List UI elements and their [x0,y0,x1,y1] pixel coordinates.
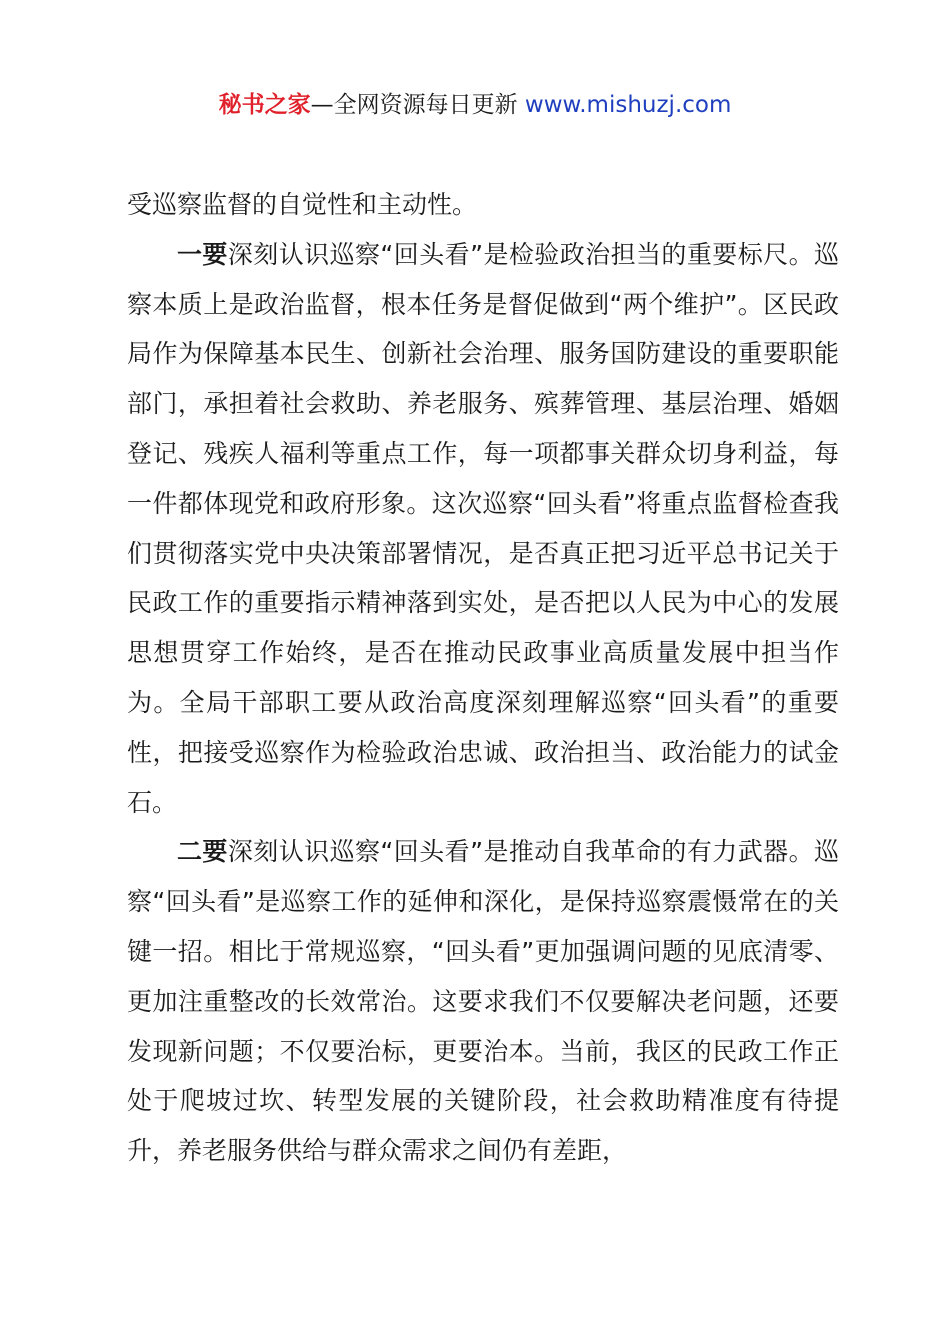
brand-name: 秘书之家 [218,92,311,118]
paragraph-text: 深刻认识巡察“回头看”是检验政治担当的重要标尺。巡察本质上是政治监督，根本任务是督促做到“两个维护”。区民政局作为保障基本民生、创新社会治理、服务国防建设的重要职能部门，承担着社会救助、养老服务、殡葬管理、基层治理、婚姻登记、残疾人福利等重点工作，每一项都事关群众切身利益，每一件都体现党和政府形象。这次巡察“回头看”将重点监督检查我们贯彻落实党中央决策部署情况，是否真正把习近平总书记关于民政工作的重要指示精神落到实处，是否把以人民为中心的发展思想贯穿工作始终，是否在推动民政事业高质量发展中担当作为。全局干部职工要从政治高度深刻理解巡察“回头看”的重要性，把接受巡察作为检验政治忠诚、政治担当、政治能力的试金石。 [127,239,839,817]
paragraph-point-two [127,827,839,1176]
paragraph-lead: 一要 [177,239,228,269]
paragraph-lead: 二要 [177,837,228,867]
header-tagline: —全网资源每日更新 [310,92,525,118]
site-url: www.mishuzj.com [524,92,732,118]
document-body [127,180,839,1176]
paragraph-point-one [127,230,839,828]
paragraph-continuation [127,180,839,230]
paragraph-text: 深刻认识巡察“回头看”是推动自我革命的有力武器。巡察“回头看”是巡察工作的延伸和深化，是保持巡察震慑常在的关键一招。相比于常规巡察，“回头看”更加强调问题的见底清零、更加注重整改的长效常治。这要求我们不仅要解决老问题，还要发现新问题；不仅要治标，更要治本。当前，我区的民政工作正处于爬坡过坎、转型发展的关键阶段，社会救助精准度有待提升，养老服务供给与群众需求之间仍有差距， [127,837,839,1166]
page-header [0,88,950,122]
paragraph-text: 受巡察监督的自觉性和主动性。 [127,190,478,219]
